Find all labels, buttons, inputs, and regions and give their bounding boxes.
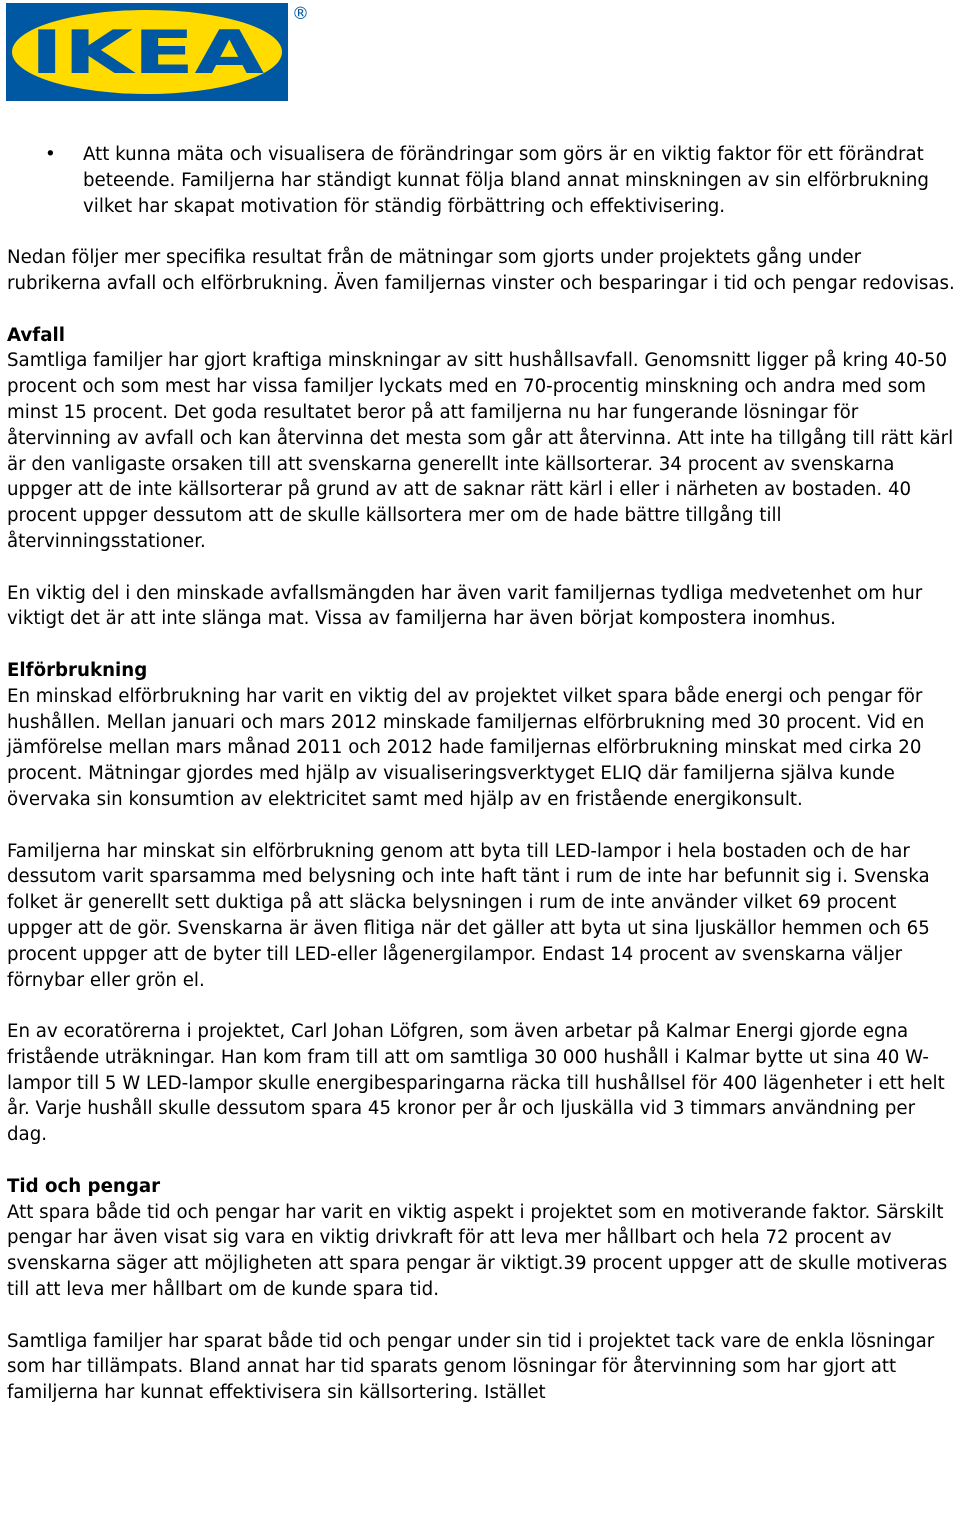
avfall-paragraph-1: Samtliga familjer har gjort kraftiga minskningar av sitt hushållsavfall. Genomsnitt ligger på kring 40-50 procent och som mest har vissa familjer lyckats med en 70-procentig minskning och andra med som minst 15 procent. Det goda resultatet beror på att familjerna nu har fungerande lösningar för återvinning av avfall och kan återvinna det mesta som går att återvinna. Att inte ha tillgång till rätt kärl är den vanligaste orsaken till att svenskarna generellt inte källsorterar. 34 procent av svenskarna uppger att de inte källsorterar på grund av att de saknar rätt kärl i eller i närheten av bostaden. 40 procent uppger dessutom att de skulle källsortera mer om de hade bättre tillgång till återvinningsstationer. [7, 350, 954, 552]
tid-och-pengar-paragraph-2: Samtliga familjer har sparat både tid och pengar under sin tid i projektet tack vare de enkla lösningar som har tillämpats. Bland annat har tid sparats genom lösningar för återvinning som har gjort att familjerna har kunnat effektivisera sin källsortering. Istället [7, 1330, 935, 1404]
tid-och-pengar-paragraph-1: Att spara både tid och pengar har varit en viktig aspekt i projektet som en motiverande faktor. Särskilt pengar har även visat sig vara en viktig drivkraft för att leva mer hållbart och hela 72 procent av svenskarna säger att möjligheten att spara pengar är viktigt.39 procent uppger att de skulle motiveras till att leva mer hållbart om de kunde spara tid. [7, 1201, 948, 1301]
intro-paragraph: Nedan följer mer specifika resultat från de mätningar som gjorts under projektets gång under rubrikerna avfall och elförbrukning. Även familjernas vinster och besparingar i tid och pengar redovisas. [7, 247, 955, 294]
section-heading-avfall: Avfall [7, 324, 65, 346]
elforbrukning-paragraph-1: En minskad elförbrukning har varit en viktig del av projektet vilket spara både energi och pengar för hushållen. Mellan januari och mars 2012 minskade familjernas elförbrukning med 30 procent. Vid en jämförelse mellan mars månad 2011 och 2012 hade familjernas elförbrukning minskat med cirka 20 procent. Mätningar gjordes med hjälp av visualiseringsverktyget ELIQ där familjerna själva kunde övervaka sin konsumtion av elektricitet samt med hjälp av en fristående energikonsult. [7, 685, 925, 810]
section-heading-elforbrukning: Elförbrukning [7, 659, 148, 681]
bullet-glyph: • [45, 144, 56, 165]
section-heading-tid-och-pengar: Tid och pengar [7, 1175, 161, 1197]
avfall-paragraph-2: En viktig del i den minskade avfallsmängden har även varit familjernas tydliga medvetenhet om hur viktigt det är att inte slänga mat. Vissa av familjerna har även börjat kompostera inomhus. [7, 582, 923, 630]
document-body [7, 142, 960, 1406]
bullet-item [7, 142, 960, 219]
ikea-logo-graphic [6, 3, 309, 103]
registered-trademark-mark: ® [292, 4, 309, 24]
logo-wordmark: IKEA [30, 18, 265, 88]
ikea-logo [6, 3, 309, 103]
elforbrukning-paragraph-2: Familjerna har minskat sin elförbrukning genom att byta till LED-lampor i hela bostaden och de har dessutom varit sparsamma med belysning och inte haft tänt i rum de inte har befunnit sig i. Svenska folket är generellt sett duktiga på att släcka belysningen i rum de inte använder vilket 69 procent uppger att de gör. Svenskarna är även flitiga när det gäller att byta ut sina ljuskällor hemmen och 65 procent uppger att de byter till LED-eller lågenergilampor. Endast 14 procent av svenskarna väljer förnybar eller grön el. [7, 840, 930, 991]
bullet-text: Att kunna mäta och visualisera de förändringar som görs är en viktig faktor för ett förändrat beteende. Familjerna har ständigt kunnat följa bland annat minskningen av sin elförbrukning vilket har skapat motivation för ständig förbättring och effektivisering. [83, 144, 929, 217]
elforbrukning-paragraph-3: En av ecoratörerna i projektet, Carl Johan Löfgren, som även arbetar på Kalmar Energi gjorde egna fristående uträkningar. Han kom fram till att om samtliga 30 000 hushåll i Kalmar bytte ut sina 40 W-lampor till 5 W LED-lampor skulle energibesparingarna räcka till hushållsel för 400 lägenheter i ett helt år. Varje hushåll skulle dessutom spara 45 kronor per år och ljuskälla vid 3 timmars användning per dag. [7, 1021, 945, 1146]
bullet-list [7, 142, 960, 219]
